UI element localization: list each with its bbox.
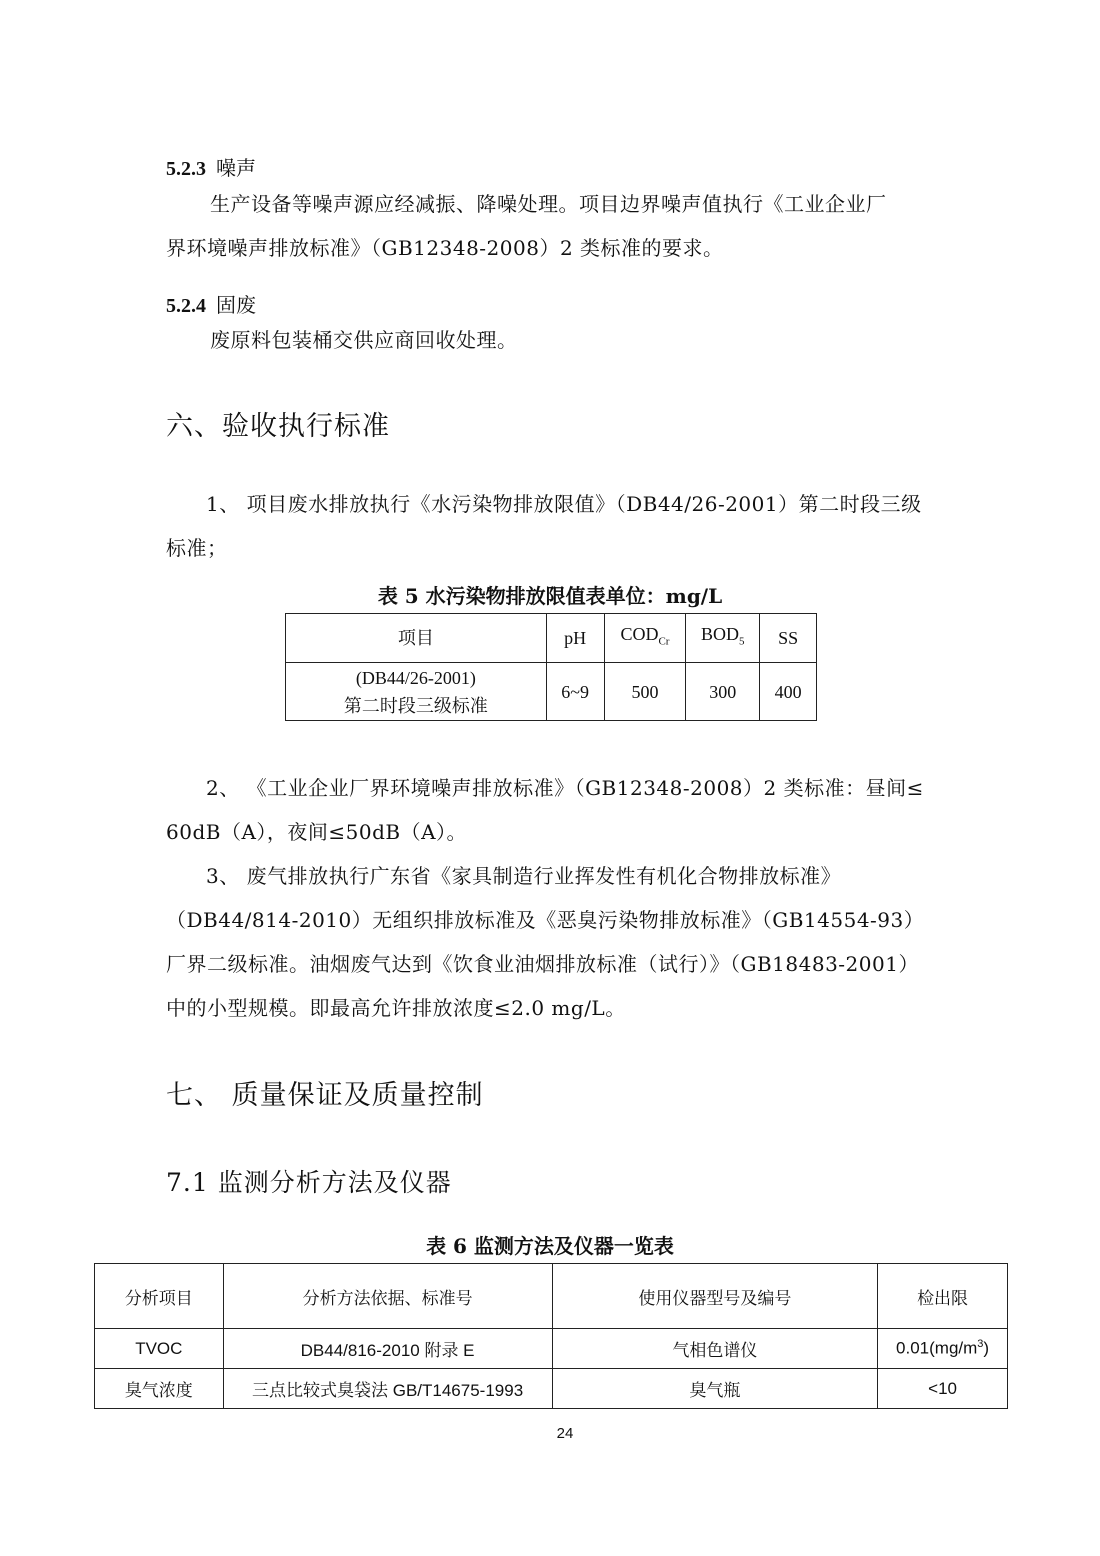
unit-close: ) (983, 1338, 990, 1358)
list-item-1-line: 1、 项目废水排放执行《水污染物排放限值》（DB44/26-2001）第二时段三级 (206, 492, 922, 516)
section-title: 固废 (216, 295, 256, 317)
standard-name: 第二时段三级标准 (343, 695, 488, 716)
table-cell: TVOC (95, 1329, 224, 1369)
list-item-3-line: 中的小型规模。即最高允许排放浓度≤2.0 mg/L。 (166, 996, 626, 1020)
list-item-3-line: （DB44/814-2010）无组织排放标准及《恶臭污染物排放标准》（GB14554-93） (166, 908, 925, 932)
unit-superscript: 3 (977, 1338, 984, 1351)
list-item-2-line: 2、 《工业企业厂界环境噪声排放标准》（GB12348-2008）2 类标准：昼间≤ (206, 776, 924, 800)
table-cell: 气相色谱仪 (552, 1329, 878, 1369)
table-6 (94, 1263, 1008, 1409)
bod-subscript: 5 (739, 635, 745, 648)
table-header-cell: 检出限 (878, 1264, 1008, 1329)
section-5-2-3-heading (166, 152, 256, 181)
table-header-cell: SS (760, 614, 817, 663)
chapter-7-heading: 七、 质量保证及质量控制 (166, 1080, 484, 1111)
table-header-cell: pH (546, 614, 604, 663)
table-header-cell (604, 614, 686, 663)
section-number: 5.2.4 (166, 295, 206, 317)
table-header-cell: 分析项目 (95, 1264, 224, 1329)
table-cell: 400 (760, 663, 817, 721)
table-header-cell: 分析方法依据、标准号 (223, 1264, 552, 1329)
table-cell: 6~9 (546, 663, 604, 721)
list-item-3-line: 厂界二级标准。油烟废气达到《饮食业油烟排放标准（试行）》（GB18483-2001） (166, 952, 919, 976)
table-cell: 三点比较式臭袋法 GB/T14675-1993 (223, 1369, 552, 1409)
table-cell (286, 663, 547, 721)
page-number: 24 (556, 1425, 574, 1442)
table-cell: 臭气瓶 (552, 1369, 878, 1409)
table-cell: 500 (604, 663, 686, 721)
table-5-caption: 表 5 水污染物排放限值表单位：mg/L (377, 584, 723, 608)
paragraph-line: 界环境噪声排放标准》（GB12348-2008）2 类标准的要求。 (166, 236, 724, 260)
table-cell: 300 (686, 663, 760, 721)
cod-label: COD (620, 624, 659, 645)
list-item-2-line: 60dB（A），夜间≤50dB（A）。 (166, 820, 468, 844)
table-cell: DB44/816-2010 附录 E (223, 1329, 552, 1369)
table-row (95, 1329, 1008, 1369)
section-title: 噪声 (216, 158, 256, 180)
bod-label: BOD (701, 624, 740, 645)
table-6-caption: 表 6 监测方法及仪器一览表 (426, 1234, 674, 1258)
cod-subscript: Cr (658, 635, 670, 648)
paragraph-line: 生产设备等噪声源应经减振、降噪处理。项目边界噪声值执行《工业企业厂 (210, 192, 887, 216)
section-7-1-heading: 7.1 监测分析方法及仪器 (166, 1168, 452, 1197)
detection-limit-value: 0.01(mg/m (896, 1338, 978, 1358)
table-cell (878, 1329, 1008, 1369)
table-row (286, 663, 817, 721)
list-item-1-line: 标准； (166, 536, 228, 560)
chapter-6-heading: 六、验收执行标准 (166, 411, 390, 442)
table-header-cell: 项目 (286, 614, 547, 663)
list-item-3-line: 3、 废气排放执行广东省《家具制造行业挥发性有机化合物排放标准》 (206, 864, 842, 888)
table-header-row (95, 1264, 1008, 1329)
section-5-2-4-heading (166, 289, 256, 318)
table-row (95, 1369, 1008, 1409)
table-5 (285, 613, 817, 721)
paragraph-line: 废原料包装桶交供应商回收处理。 (210, 328, 518, 352)
table-header-row (286, 614, 817, 663)
table-cell: <10 (878, 1369, 1008, 1409)
table-header-cell: 使用仪器型号及编号 (552, 1264, 878, 1329)
table-cell: 臭气浓度 (95, 1369, 224, 1409)
section-number: 5.2.3 (166, 158, 206, 180)
table-header-cell (686, 614, 760, 663)
standard-code: (DB44/26-2001) (355, 667, 476, 688)
